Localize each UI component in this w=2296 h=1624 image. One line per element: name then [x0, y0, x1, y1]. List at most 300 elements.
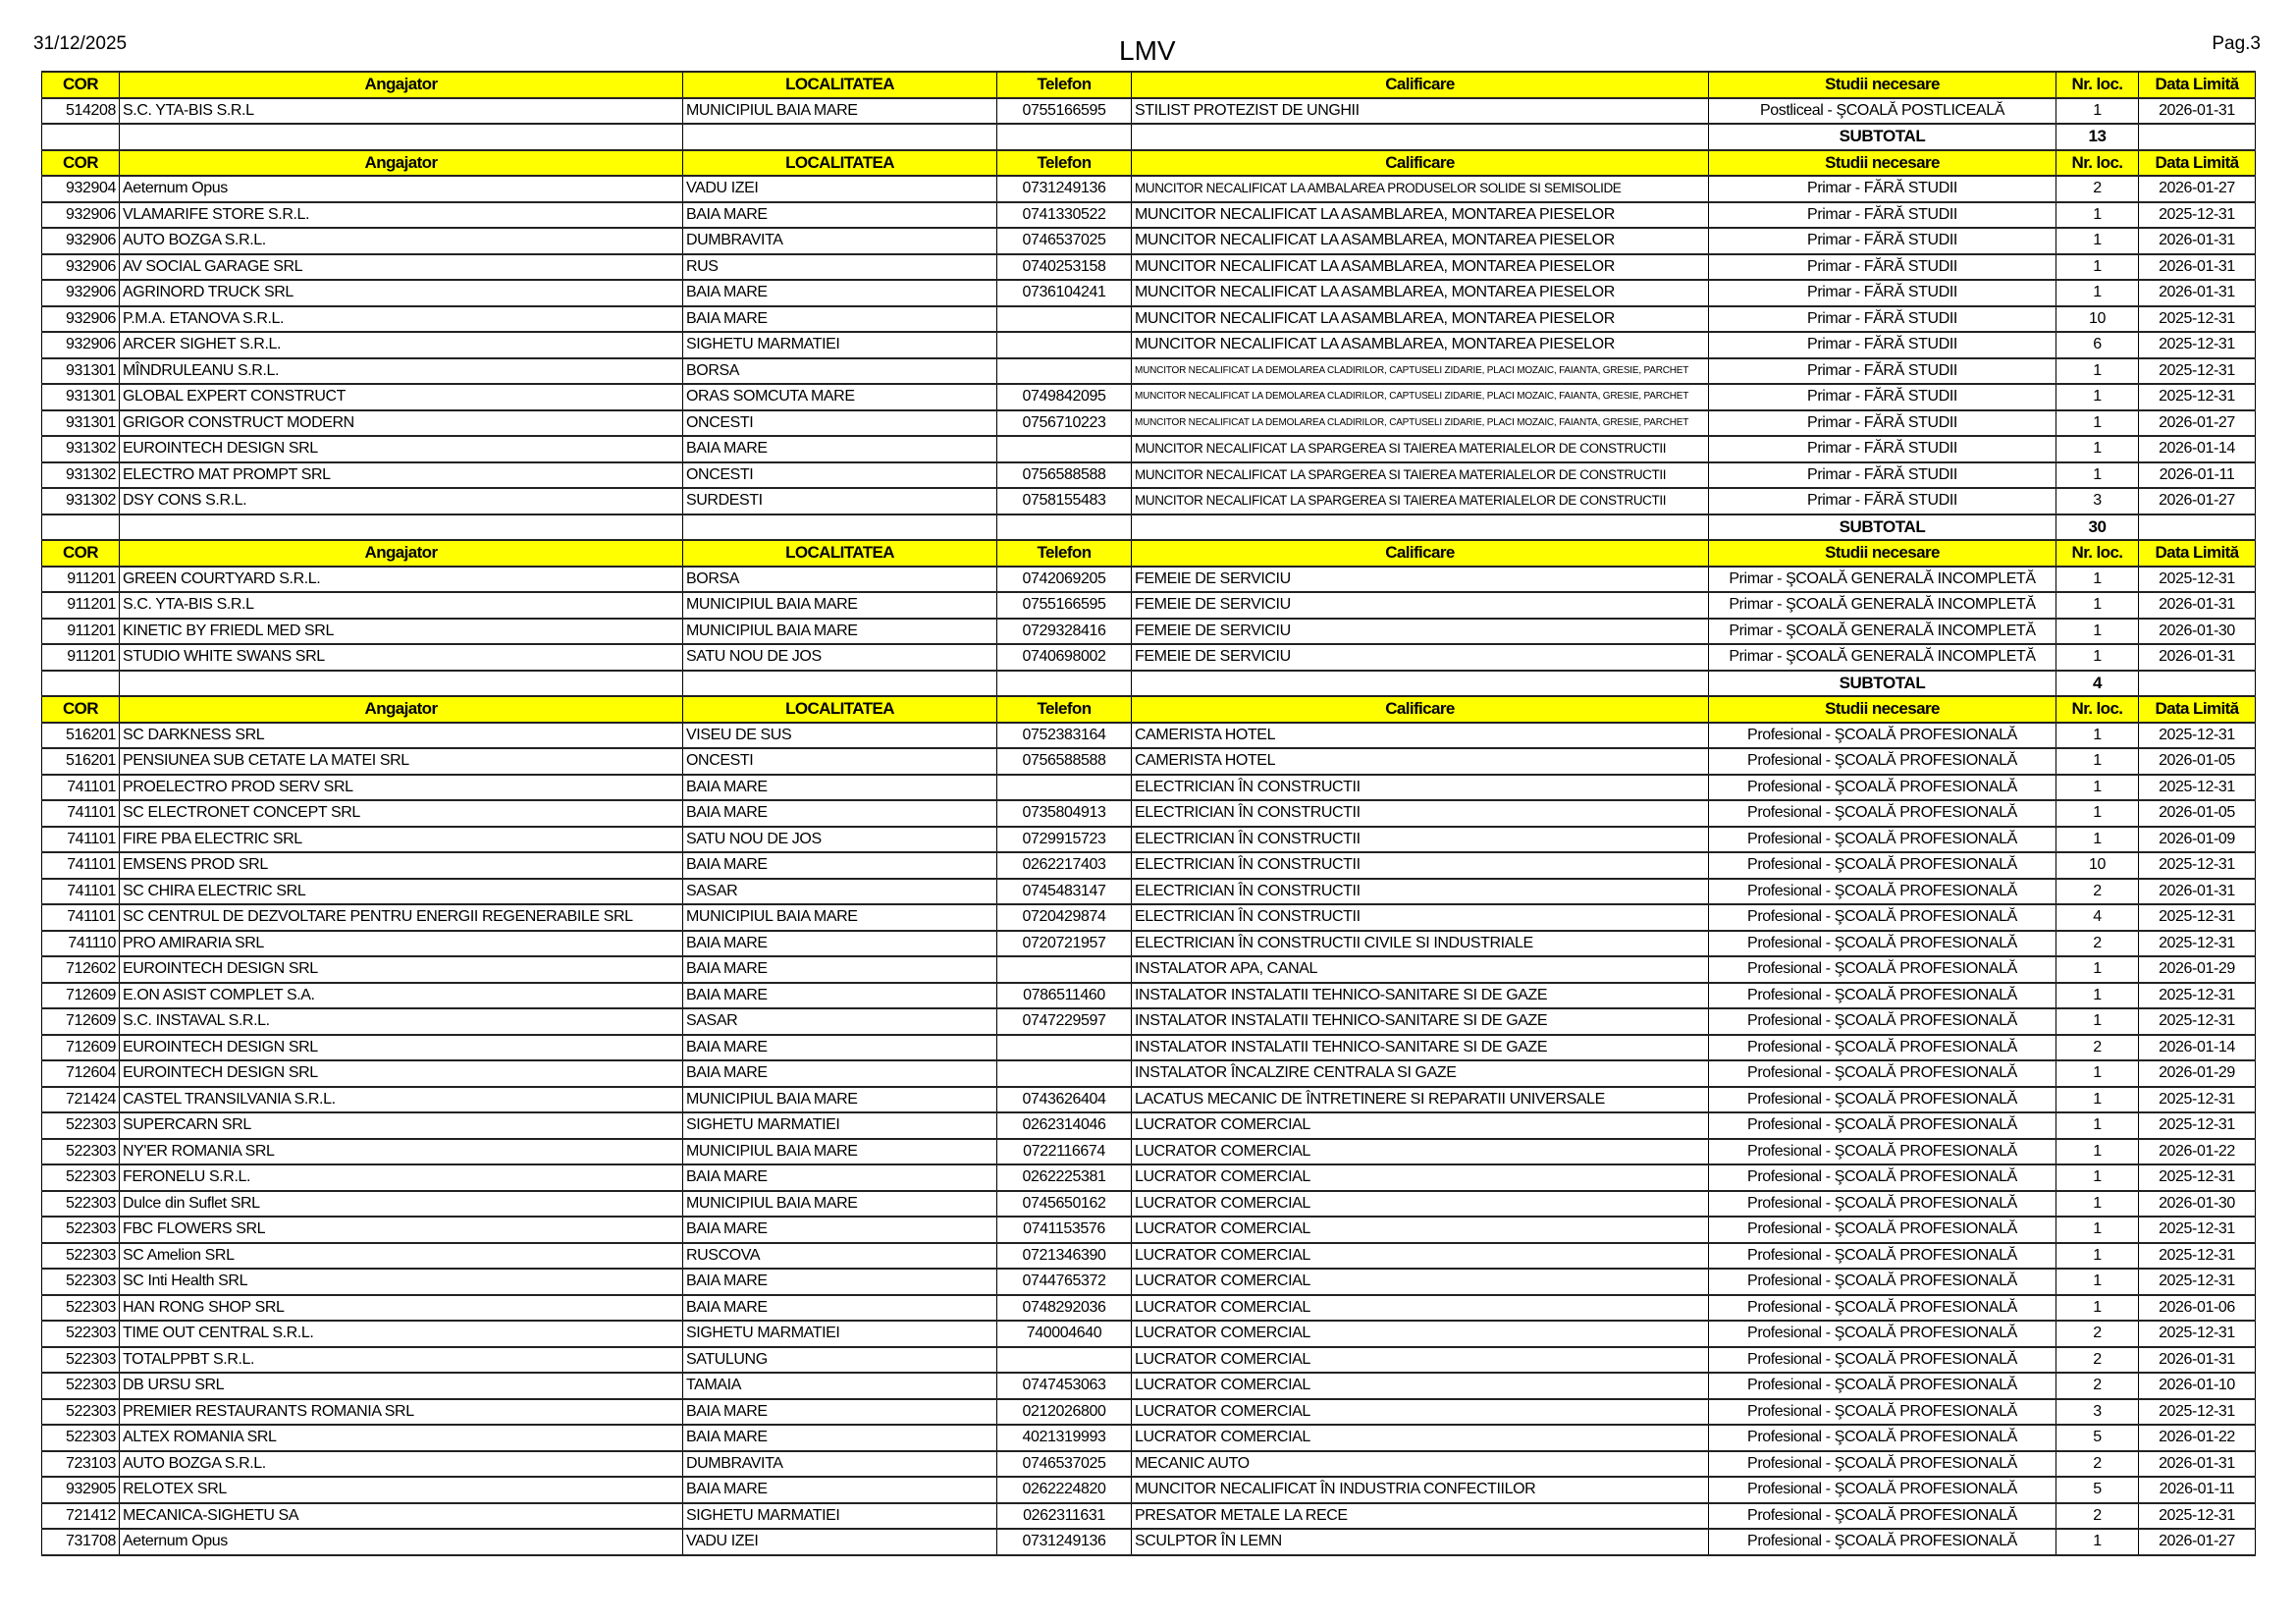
phone: 0262225381: [997, 1164, 1132, 1191]
cor-code: 522303: [42, 1321, 120, 1347]
employer: SC ELECTRONET CONCEPT SRL: [120, 800, 683, 827]
qualification: MUNCITOR NECALIFICAT LA ASAMBLAREA, MONTAREA PIESELOR: [1132, 306, 1709, 333]
locality: ONCESTI: [683, 410, 997, 437]
employer: AUTO BOZGA S.R.L.: [120, 228, 683, 254]
employer: EMSENS PROD SRL: [120, 852, 683, 879]
subtotal-row: [42, 124, 2256, 150]
employer: PREMIER RESTAURANTS ROMANIA SRL: [120, 1399, 683, 1426]
locality: BAIA MARE: [683, 1425, 997, 1451]
table-row: [42, 1008, 2256, 1035]
places-count: 1: [2056, 1269, 2139, 1295]
locality: BAIA MARE: [683, 1399, 997, 1426]
locality: BAIA MARE: [683, 800, 997, 827]
cor-code: 522303: [42, 1373, 120, 1399]
cor-code: 931301: [42, 410, 120, 437]
deadline-date: 2025-12-31: [2139, 1321, 2256, 1347]
deadline-date: 2025-12-31: [2139, 904, 2256, 931]
deadline-date: 2026-01-31: [2139, 879, 2256, 905]
phone: 0749842095: [997, 384, 1132, 410]
locality: BAIA MARE: [683, 956, 997, 983]
required-studies: Profesional - ŞCOALĂ PROFESIONALĂ: [1709, 1373, 2056, 1399]
table-row: [42, 306, 2256, 333]
required-studies: Primar - ŞCOALĂ GENERALĂ INCOMPLETĂ: [1709, 567, 2056, 593]
table-row: [42, 228, 2256, 254]
subtotal-value: 4: [2056, 671, 2139, 697]
table-row: [42, 358, 2256, 385]
required-studies: Profesional - ŞCOALĂ PROFESIONALĂ: [1709, 1347, 2056, 1374]
deadline-date: 2026-01-31: [2139, 98, 2256, 125]
required-studies: Primar - FĂRĂ STUDII: [1709, 488, 2056, 514]
employer: ELECTRO MAT PROMPT SRL: [120, 462, 683, 489]
phone: 0720721957: [997, 931, 1132, 957]
deadline-date: 2025-12-31: [2139, 1243, 2256, 1270]
places-count: 1: [2056, 1295, 2139, 1322]
deadline-date: 2026-01-22: [2139, 1139, 2256, 1165]
locality: DUMBRAVITA: [683, 228, 997, 254]
qualification: INSTALATOR INSTALATII TEHNICO-SANITARE SI DE GAZE: [1132, 1035, 1709, 1061]
places-count: 2: [2056, 1503, 2139, 1530]
cor-code: 721412: [42, 1503, 120, 1530]
locality: MUNICIPIUL BAIA MARE: [683, 1139, 997, 1165]
phone: 4021319993: [997, 1425, 1132, 1451]
table-row: [42, 931, 2256, 957]
cor-code: 712609: [42, 1008, 120, 1035]
column-header-telefon: Telefon: [997, 150, 1132, 177]
qualification: LUCRATOR COMERCIAL: [1132, 1164, 1709, 1191]
employer: E.ON ASIST COMPLET S.A.: [120, 983, 683, 1009]
qualification: INSTALATOR ÎNCALZIRE CENTRALA SI GAZE: [1132, 1060, 1709, 1087]
phone: [997, 1347, 1132, 1374]
locality: BAIA MARE: [683, 306, 997, 333]
qualification: ELECTRICIAN ÎN CONSTRUCTII: [1132, 775, 1709, 801]
qualification: MUNCITOR NECALIFICAT LA ASAMBLAREA, MONTAREA PIESELOR: [1132, 202, 1709, 229]
qualification: FEMEIE DE SERVICIU: [1132, 567, 1709, 593]
qualification: MUNCITOR NECALIFICAT LA DEMOLAREA CLADIRILOR, CAPTUSELI ZIDARIE, PLACI MOZAIC, FAIANTA, GRESIE, PARCHET: [1132, 384, 1709, 410]
column-header-nr-loc: Nr. loc.: [2056, 150, 2139, 177]
deadline-date: 2026-01-31: [2139, 254, 2256, 281]
phone: 0212026800: [997, 1399, 1132, 1426]
locality: MUNICIPIUL BAIA MARE: [683, 592, 997, 619]
phone: 0755166595: [997, 592, 1132, 619]
locality: SATULUNG: [683, 1347, 997, 1374]
empty-cell: [997, 671, 1132, 697]
table-row: [42, 1139, 2256, 1165]
table-row: [42, 202, 2256, 229]
cor-code: 741110: [42, 931, 120, 957]
places-count: 1: [2056, 1008, 2139, 1035]
employer: TIME OUT CENTRAL S.R.L.: [120, 1321, 683, 1347]
phone: [997, 306, 1132, 333]
deadline-date: 2026-01-31: [2139, 1451, 2256, 1478]
places-count: 1: [2056, 1139, 2139, 1165]
cor-code: 931301: [42, 384, 120, 410]
employer: AUTO BOZGA S.R.L.: [120, 1451, 683, 1478]
empty-cell: [42, 514, 120, 541]
deadline-date: 2025-12-31: [2139, 1399, 2256, 1426]
places-count: 1: [2056, 723, 2139, 749]
qualification: LUCRATOR COMERCIAL: [1132, 1112, 1709, 1139]
phone: 0747453063: [997, 1373, 1132, 1399]
required-studies: Profesional - ŞCOALĂ PROFESIONALĂ: [1709, 904, 2056, 931]
cor-code: 741101: [42, 800, 120, 827]
cor-code: 712609: [42, 983, 120, 1009]
column-header-studii-necesare: Studii necesare: [1709, 150, 2056, 177]
column-header-calificare: Calificare: [1132, 150, 1709, 177]
places-count: 1: [2056, 280, 2139, 306]
locality: SATU NOU DE JOS: [683, 644, 997, 671]
employer: Aeternum Opus: [120, 176, 683, 202]
locality: BAIA MARE: [683, 983, 997, 1009]
phone: [997, 332, 1132, 358]
cor-code: 932906: [42, 280, 120, 306]
cor-code: 731708: [42, 1529, 120, 1555]
deadline-date: 2025-12-31: [2139, 306, 2256, 333]
empty-cell: [42, 124, 120, 150]
locality: SASAR: [683, 1008, 997, 1035]
locality: DUMBRAVITA: [683, 1451, 997, 1478]
locality: BAIA MARE: [683, 1269, 997, 1295]
column-header-telefon: Telefon: [997, 696, 1132, 723]
employer: DSY CONS S.R.L.: [120, 488, 683, 514]
places-count: 5: [2056, 1425, 2139, 1451]
locality: MUNICIPIUL BAIA MARE: [683, 1087, 997, 1113]
table-row: [42, 1477, 2256, 1503]
places-count: 2: [2056, 1451, 2139, 1478]
cor-code: 931302: [42, 462, 120, 489]
column-header-angajator: Angajator: [120, 150, 683, 177]
locality: ORAS SOMCUTA MARE: [683, 384, 997, 410]
empty-cell: [2139, 514, 2256, 541]
employer: RELOTEX SRL: [120, 1477, 683, 1503]
column-header-localitatea: LOCALITATEA: [683, 150, 997, 177]
required-studies: Profesional - ŞCOALĂ PROFESIONALĂ: [1709, 1399, 2056, 1426]
required-studies: Profesional - ŞCOALĂ PROFESIONALĂ: [1709, 931, 2056, 957]
required-studies: Profesional - ŞCOALĂ PROFESIONALĂ: [1709, 1269, 2056, 1295]
places-count: 3: [2056, 488, 2139, 514]
places-count: 1: [2056, 410, 2139, 437]
cor-code: 741101: [42, 775, 120, 801]
qualification: LUCRATOR COMERCIAL: [1132, 1425, 1709, 1451]
deadline-date: 2025-12-31: [2139, 1164, 2256, 1191]
places-count: 1: [2056, 384, 2139, 410]
cor-code: 712604: [42, 1060, 120, 1087]
column-header-data-limita: Data Limită: [2139, 540, 2256, 567]
phone: [997, 775, 1132, 801]
required-studies: Profesional - ŞCOALĂ PROFESIONALĂ: [1709, 723, 2056, 749]
employer: FBC FLOWERS SRL: [120, 1217, 683, 1243]
places-count: 1: [2056, 436, 2139, 462]
phone: 0746537025: [997, 1451, 1132, 1478]
required-studies: Profesional - ŞCOALĂ PROFESIONALĂ: [1709, 983, 2056, 1009]
locality: VADU IZEI: [683, 1529, 997, 1555]
deadline-date: 2025-12-31: [2139, 1217, 2256, 1243]
phone: 0756588588: [997, 462, 1132, 489]
cor-code: 522303: [42, 1425, 120, 1451]
employer: PROELECTRO PROD SERV SRL: [120, 775, 683, 801]
employer: GLOBAL EXPERT CONSTRUCT: [120, 384, 683, 410]
places-count: 10: [2056, 852, 2139, 879]
phone: [997, 358, 1132, 385]
phone: 0741153576: [997, 1217, 1132, 1243]
phone: 0740253158: [997, 254, 1132, 281]
table-header-row: [42, 540, 2256, 567]
deadline-date: 2025-12-31: [2139, 983, 2256, 1009]
qualification: LUCRATOR COMERCIAL: [1132, 1321, 1709, 1347]
column-header-studii-necesare: Studii necesare: [1709, 696, 2056, 723]
phone: 0740698002: [997, 644, 1132, 671]
qualification: INSTALATOR APA, CANAL: [1132, 956, 1709, 983]
places-count: 3: [2056, 1399, 2139, 1426]
deadline-date: 2026-01-14: [2139, 1035, 2256, 1061]
table-row: [42, 800, 2256, 827]
employer: Dulce din Suflet SRL: [120, 1191, 683, 1218]
required-studies: Profesional - ŞCOALĂ PROFESIONALĂ: [1709, 1425, 2056, 1451]
cor-code: 712609: [42, 1035, 120, 1061]
locality: BORSA: [683, 358, 997, 385]
places-count: 1: [2056, 956, 2139, 983]
deadline-date: 2025-12-31: [2139, 1087, 2256, 1113]
qualification: ELECTRICIAN ÎN CONSTRUCTII CIVILE SI INDUSTRIALE: [1132, 931, 1709, 957]
cor-code: 516201: [42, 723, 120, 749]
locality: MUNICIPIUL BAIA MARE: [683, 1191, 997, 1218]
locality: TAMAIA: [683, 1373, 997, 1399]
required-studies: Profesional - ŞCOALĂ PROFESIONALĂ: [1709, 775, 2056, 801]
table-row: [42, 280, 2256, 306]
locality: SIGHETU MARMATIEI: [683, 332, 997, 358]
cor-code: 712602: [42, 956, 120, 983]
cor-code: 522303: [42, 1347, 120, 1374]
column-header-data-limita: Data Limită: [2139, 72, 2256, 98]
qualification: MUNCITOR NECALIFICAT LA DEMOLAREA CLADIRILOR, CAPTUSELI ZIDARIE, PLACI MOZAIC, FAIANTA, GRESIE, PARCHET: [1132, 410, 1709, 437]
qualification: MUNCITOR NECALIFICAT LA ASAMBLAREA, MONTAREA PIESELOR: [1132, 254, 1709, 281]
table-row: [42, 1060, 2256, 1087]
column-header-nr-loc: Nr. loc.: [2056, 540, 2139, 567]
required-studies: Primar - FĂRĂ STUDII: [1709, 228, 2056, 254]
table-row: [42, 332, 2256, 358]
deadline-date: 2025-12-31: [2139, 332, 2256, 358]
cor-code: 932906: [42, 228, 120, 254]
qualification: MECANIC AUTO: [1132, 1451, 1709, 1478]
cor-code: 522303: [42, 1112, 120, 1139]
deadline-date: 2025-12-31: [2139, 1008, 2256, 1035]
required-studies: Profesional - ŞCOALĂ PROFESIONALĂ: [1709, 1217, 2056, 1243]
places-count: 5: [2056, 1477, 2139, 1503]
phone: 0721346390: [997, 1243, 1132, 1270]
locality: RUS: [683, 254, 997, 281]
locality: MUNICIPIUL BAIA MARE: [683, 904, 997, 931]
places-count: 2: [2056, 931, 2139, 957]
phone: 0756588588: [997, 748, 1132, 775]
deadline-date: 2026-01-31: [2139, 280, 2256, 306]
table-row: [42, 1503, 2256, 1530]
required-studies: Profesional - ŞCOALĂ PROFESIONALĂ: [1709, 1295, 2056, 1322]
places-count: 4: [2056, 904, 2139, 931]
phone: [997, 436, 1132, 462]
table-row: [42, 1321, 2256, 1347]
employer: AV SOCIAL GARAGE SRL: [120, 254, 683, 281]
locality: SIGHETU MARMATIEI: [683, 1321, 997, 1347]
employer: S.C. INSTAVAL S.R.L.: [120, 1008, 683, 1035]
phone: 0262314046: [997, 1112, 1132, 1139]
qualification: MUNCITOR NECALIFICAT LA ASAMBLAREA, MONTAREA PIESELOR: [1132, 280, 1709, 306]
phone: 0744765372: [997, 1269, 1132, 1295]
qualification: ELECTRICIAN ÎN CONSTRUCTII: [1132, 904, 1709, 931]
phone: 0756710223: [997, 410, 1132, 437]
qualification: MUNCITOR NECALIFICAT LA SPARGEREA SI TAIEREA MATERIALELOR DE CONSTRUCTII: [1132, 462, 1709, 489]
deadline-date: 2026-01-09: [2139, 827, 2256, 853]
locality: MUNICIPIUL BAIA MARE: [683, 98, 997, 125]
column-header-localitatea: LOCALITATEA: [683, 72, 997, 98]
phone: 0745483147: [997, 879, 1132, 905]
qualification: MUNCITOR NECALIFICAT LA SPARGEREA SI TAIEREA MATERIALELOR DE CONSTRUCTII: [1132, 436, 1709, 462]
places-count: 2: [2056, 879, 2139, 905]
employer: TOTALPPBT S.R.L.: [120, 1347, 683, 1374]
cor-code: 741101: [42, 879, 120, 905]
empty-cell: [997, 514, 1132, 541]
phone: 0262311631: [997, 1503, 1132, 1530]
employer: GREEN COURTYARD S.R.L.: [120, 567, 683, 593]
required-studies: Primar - FĂRĂ STUDII: [1709, 436, 2056, 462]
employer: ALTEX ROMANIA SRL: [120, 1425, 683, 1451]
table-row: [42, 748, 2256, 775]
qualification: LACATUS MECANIC DE ÎNTRETINERE SI REPARATII UNIVERSALE: [1132, 1087, 1709, 1113]
subtotal-value: 13: [2056, 124, 2139, 150]
deadline-date: 2025-12-31: [2139, 358, 2256, 385]
table-row: [42, 1295, 2256, 1322]
employer: GRIGOR CONSTRUCT MODERN: [120, 410, 683, 437]
required-studies: Profesional - ŞCOALĂ PROFESIONALĂ: [1709, 1139, 2056, 1165]
employer: S.C. YTA-BIS S.R.L: [120, 98, 683, 125]
table-row: [42, 98, 2256, 125]
empty-cell: [120, 671, 683, 697]
places-count: 2: [2056, 1347, 2139, 1374]
places-count: 1: [2056, 1243, 2139, 1270]
phone: 0742069205: [997, 567, 1132, 593]
table-row: [42, 1191, 2256, 1218]
required-studies: Primar - FĂRĂ STUDII: [1709, 254, 2056, 281]
required-studies: Profesional - ŞCOALĂ PROFESIONALĂ: [1709, 1503, 2056, 1530]
deadline-date: 2026-01-11: [2139, 462, 2256, 489]
table-body: [42, 72, 2256, 1555]
column-header-calificare: Calificare: [1132, 696, 1709, 723]
cor-code: 741101: [42, 852, 120, 879]
table-row: [42, 176, 2256, 202]
cor-code: 723103: [42, 1451, 120, 1478]
required-studies: Profesional - ŞCOALĂ PROFESIONALĂ: [1709, 1112, 2056, 1139]
empty-cell: [997, 124, 1132, 150]
table-row: [42, 1112, 2256, 1139]
qualification: SCULPTOR ÎN LEMN: [1132, 1529, 1709, 1555]
phone: 0748292036: [997, 1295, 1132, 1322]
employer: SC DARKNESS SRL: [120, 723, 683, 749]
phone: 0722116674: [997, 1139, 1132, 1165]
cor-code: 911201: [42, 644, 120, 671]
phone: 0755166595: [997, 98, 1132, 125]
required-studies: Primar - FĂRĂ STUDII: [1709, 384, 2056, 410]
required-studies: Profesional - ŞCOALĂ PROFESIONALĂ: [1709, 827, 2056, 853]
places-count: 1: [2056, 254, 2139, 281]
phone: 0731249136: [997, 176, 1132, 202]
locality: VISEU DE SUS: [683, 723, 997, 749]
places-count: 1: [2056, 1060, 2139, 1087]
column-header-telefon: Telefon: [997, 72, 1132, 98]
cor-code: 522303: [42, 1164, 120, 1191]
subtotal-row: [42, 671, 2256, 697]
qualification: INSTALATOR INSTALATII TEHNICO-SANITARE SI DE GAZE: [1132, 1008, 1709, 1035]
table-row: [42, 956, 2256, 983]
deadline-date: 2025-12-31: [2139, 202, 2256, 229]
qualification: LUCRATOR COMERCIAL: [1132, 1347, 1709, 1374]
subtotal-row: [42, 514, 2256, 541]
table-row: [42, 567, 2256, 593]
empty-cell: [683, 514, 997, 541]
empty-cell: [120, 124, 683, 150]
locality: SIGHETU MARMATIEI: [683, 1503, 997, 1530]
required-studies: Profesional - ŞCOALĂ PROFESIONALĂ: [1709, 1008, 2056, 1035]
deadline-date: 2026-01-27: [2139, 410, 2256, 437]
cor-code: 522303: [42, 1243, 120, 1270]
table-row: [42, 619, 2256, 645]
subtotal-value: 30: [2056, 514, 2139, 541]
table-row: [42, 904, 2256, 931]
table-row: [42, 384, 2256, 410]
required-studies: Profesional - ŞCOALĂ PROFESIONALĂ: [1709, 1087, 2056, 1113]
places-count: 1: [2056, 228, 2139, 254]
column-header-calificare: Calificare: [1132, 540, 1709, 567]
phone: 0731249136: [997, 1529, 1132, 1555]
employer: Aeternum Opus: [120, 1529, 683, 1555]
cor-code: 721424: [42, 1087, 120, 1113]
deadline-date: 2025-12-31: [2139, 567, 2256, 593]
places-count: 1: [2056, 619, 2139, 645]
deadline-date: 2025-12-31: [2139, 775, 2256, 801]
required-studies: Profesional - ŞCOALĂ PROFESIONALĂ: [1709, 1035, 2056, 1061]
cor-code: 522303: [42, 1295, 120, 1322]
table-row: [42, 488, 2256, 514]
table-row: [42, 1217, 2256, 1243]
phone: 0736104241: [997, 280, 1132, 306]
places-count: 1: [2056, 98, 2139, 125]
employer: PRO AMIRARIA SRL: [120, 931, 683, 957]
deadline-date: 2026-01-27: [2139, 488, 2256, 514]
required-studies: Profesional - ŞCOALĂ PROFESIONALĂ: [1709, 852, 2056, 879]
locality: SATU NOU DE JOS: [683, 827, 997, 853]
places-count: 1: [2056, 1217, 2139, 1243]
places-count: 2: [2056, 1035, 2139, 1061]
required-studies: Primar - FĂRĂ STUDII: [1709, 358, 2056, 385]
required-studies: Primar - FĂRĂ STUDII: [1709, 176, 2056, 202]
qualification: LUCRATOR COMERCIAL: [1132, 1269, 1709, 1295]
locality: BAIA MARE: [683, 436, 997, 462]
cor-code: 932906: [42, 254, 120, 281]
phone: 740004640: [997, 1321, 1132, 1347]
report-title: LMV: [1119, 35, 1176, 66]
cor-code: 522303: [42, 1399, 120, 1426]
employer: MECANICA-SIGHETU SA: [120, 1503, 683, 1530]
deadline-date: 2026-01-29: [2139, 1060, 2256, 1087]
locality: BAIA MARE: [683, 1477, 997, 1503]
table-row: [42, 1164, 2256, 1191]
required-studies: Profesional - ŞCOALĂ PROFESIONALĂ: [1709, 1191, 2056, 1218]
empty-cell: [683, 124, 997, 150]
deadline-date: 2025-12-31: [2139, 384, 2256, 410]
table-header-row: [42, 696, 2256, 723]
locality: SURDESTI: [683, 488, 997, 514]
cor-code: 522303: [42, 1217, 120, 1243]
employer: SC CHIRA ELECTRIC SRL: [120, 879, 683, 905]
locality: BORSA: [683, 567, 997, 593]
cor-code: 932906: [42, 306, 120, 333]
